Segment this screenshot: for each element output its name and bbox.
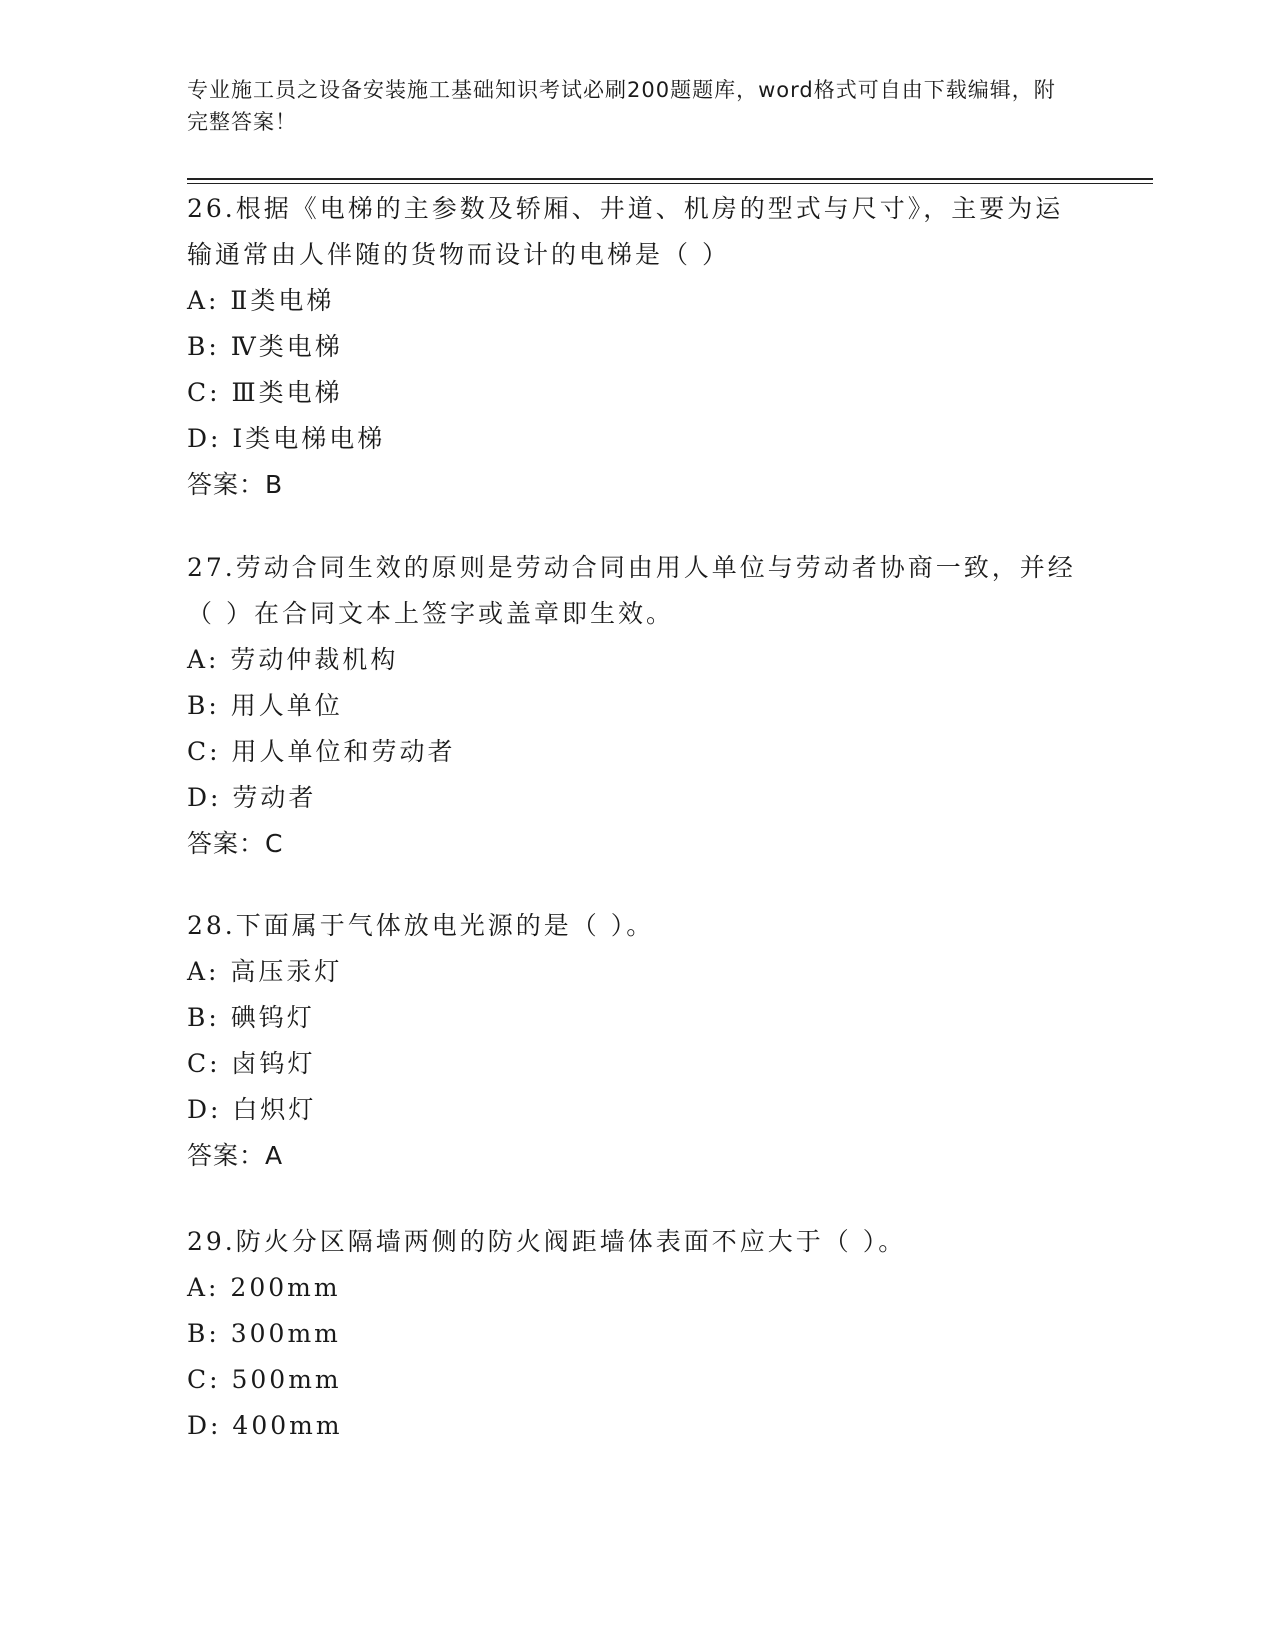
question-27 [187,545,1087,867]
question-stem: 27.劳动合同生效的原则是劳动合同由用人单位与劳动者协商一致，并经（ ）在合同文本上签字或盖章即生效。 [187,553,1076,628]
option-d: D: 白炽灯 [187,1095,317,1124]
answer: 答案：B [187,470,284,499]
option-a: A: 高压汞灯 [187,957,343,986]
option-a: A: Ⅱ类电梯 [187,286,335,315]
option-b: B: 300mm [187,1319,341,1348]
question-26 [187,186,1087,508]
option-b: B: Ⅳ类电梯 [187,332,343,361]
option-d: D: 400mm [187,1411,343,1440]
question-28 [187,903,1087,1179]
question-stem: 26.根据《电梯的主参数及轿厢、井道、机房的型式与尺寸》，主要为运输通常由人伴随的货物而设计的电梯是（ ） [187,194,1064,269]
option-d: D: Ⅰ类电梯电梯 [187,424,386,453]
option-c: C: 卤钨灯 [187,1049,316,1078]
question-29 [187,1219,1087,1449]
option-b: B: 用人单位 [187,691,343,720]
question-stem: 29.防火分区隔墙两侧的防火阀距墙体表面不应大于（ ）。 [187,1227,907,1256]
option-a: A: 劳动仲裁机构 [187,645,399,674]
answer: 答案：C [187,829,284,858]
option-c: C: 用人单位和劳动者 [187,737,456,766]
option-a: A: 200mm [187,1273,341,1302]
answer: 答案：A [187,1141,284,1170]
header-divider-thin [187,183,1153,184]
option-c: C: Ⅲ类电梯 [187,378,343,407]
page-header-title: 专业施工员之设备安装施工基础知识考试必刷200题题库，word格式可自由下载编辑，附完整答案！ [187,78,1056,134]
question-stem: 28.下面属于气体放电光源的是（ ）。 [187,911,655,940]
option-d: D: 劳动者 [187,783,317,812]
option-b: B: 碘钨灯 [187,1003,315,1032]
option-c: C: 500mm [187,1365,342,1394]
header-divider-thick [187,178,1153,180]
